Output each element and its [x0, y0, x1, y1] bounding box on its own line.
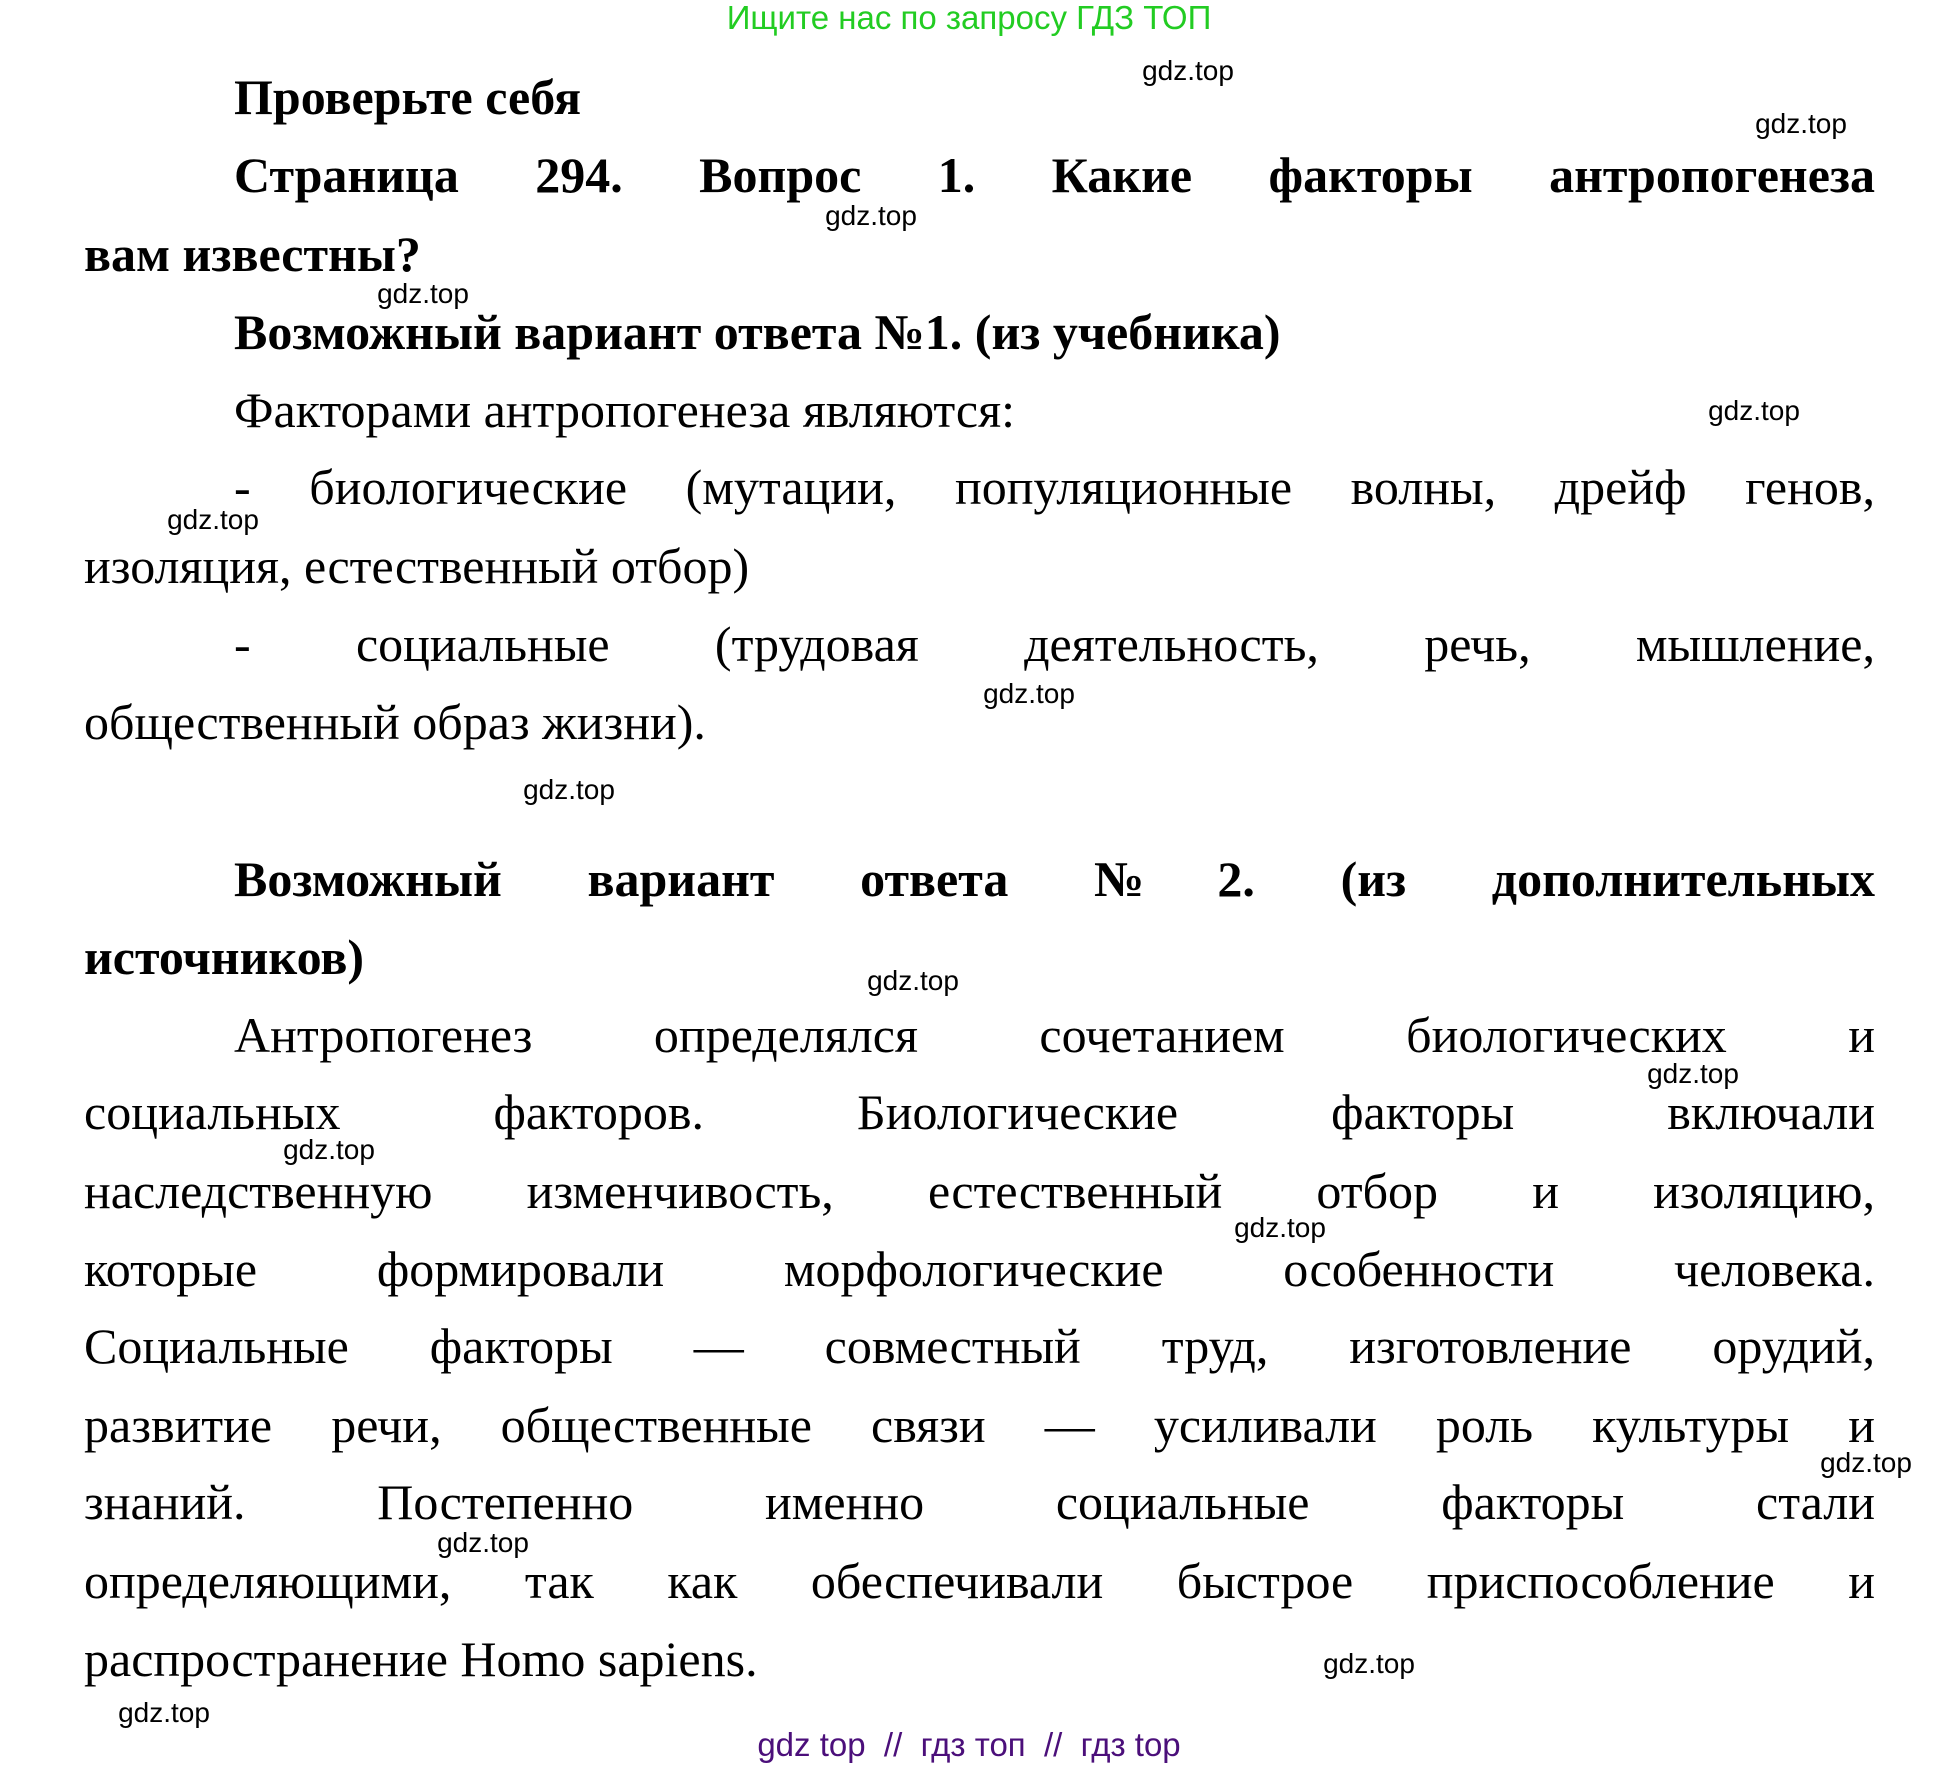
search-banner: Ищите нас по запросу ГДЗ ТОП	[726, 0, 1212, 36]
answer1-line: Факторами антропогенеза являются:	[234, 382, 1015, 438]
answer2-line: знаний. Постепенно именно социальные факторы стали	[84, 1474, 1875, 1530]
answer2-line: Социальные факторы — совместный труд, изготовление орудий,	[84, 1318, 1875, 1374]
watermark: gdz.top	[1234, 1212, 1326, 1243]
watermark: gdz.top	[1647, 1058, 1739, 1089]
watermark: gdz.top	[983, 678, 1075, 709]
answer2-line: Антропогенез определялся сочетанием биологических и	[234, 1007, 1875, 1063]
answer1-title: Возможный вариант ответа №1. (из учебника)	[234, 304, 1281, 360]
answer2-line: развитие речи, общественные связи — усиливали роль культуры и	[84, 1397, 1875, 1453]
watermark: gdz.top	[825, 200, 917, 231]
footer-banner: gdz top // гдз топ // гдз top	[757, 1726, 1181, 1763]
watermark: gdz.top	[1708, 395, 1800, 426]
watermark: gdz.top	[1755, 108, 1847, 139]
watermark: gdz.top	[1142, 55, 1234, 86]
watermark: gdz.top	[167, 504, 259, 535]
watermark: gdz.top	[1820, 1447, 1912, 1478]
answer2-line: распространение Homo sapiens.	[84, 1631, 758, 1687]
answer1-line: общественный образ жизни).	[84, 694, 706, 750]
answer1-line: - биологические (мутации, популяционные волны, дрейф генов,	[234, 459, 1875, 515]
answer2-title: Возможный вариант ответа №2. (из дополнительных	[234, 851, 1875, 907]
question-line: вам известны?	[84, 226, 421, 282]
watermark: gdz.top	[437, 1527, 529, 1558]
watermark: gdz.top	[118, 1697, 210, 1728]
answer1-line: изоляция, естественный отбор)	[84, 538, 750, 594]
answer2-line: наследственную изменчивость, естественный отбор и изоляцию,	[84, 1163, 1875, 1219]
answer2-line: социальных факторов. Биологические факторы включали	[84, 1084, 1875, 1140]
watermark: gdz.top	[523, 774, 615, 805]
watermark: gdz.top	[1323, 1648, 1415, 1679]
answer1-line: - социальные (трудовая деятельность, речь, мышление,	[234, 616, 1875, 672]
answer2-line: определяющими, так как обеспечивали быстрое приспособление и	[84, 1553, 1875, 1609]
watermark: gdz.top	[867, 965, 959, 996]
watermark: gdz.top	[283, 1134, 375, 1165]
answer2-title: источников)	[84, 929, 364, 985]
watermark: gdz.top	[377, 278, 469, 309]
question-line: Страница 294. Вопрос 1. Какие факторы антропогенеза	[234, 147, 1875, 203]
answer2-line: которые формировали морфологические особенности человека.	[84, 1241, 1875, 1297]
section-title: Проверьте себя	[234, 69, 582, 125]
